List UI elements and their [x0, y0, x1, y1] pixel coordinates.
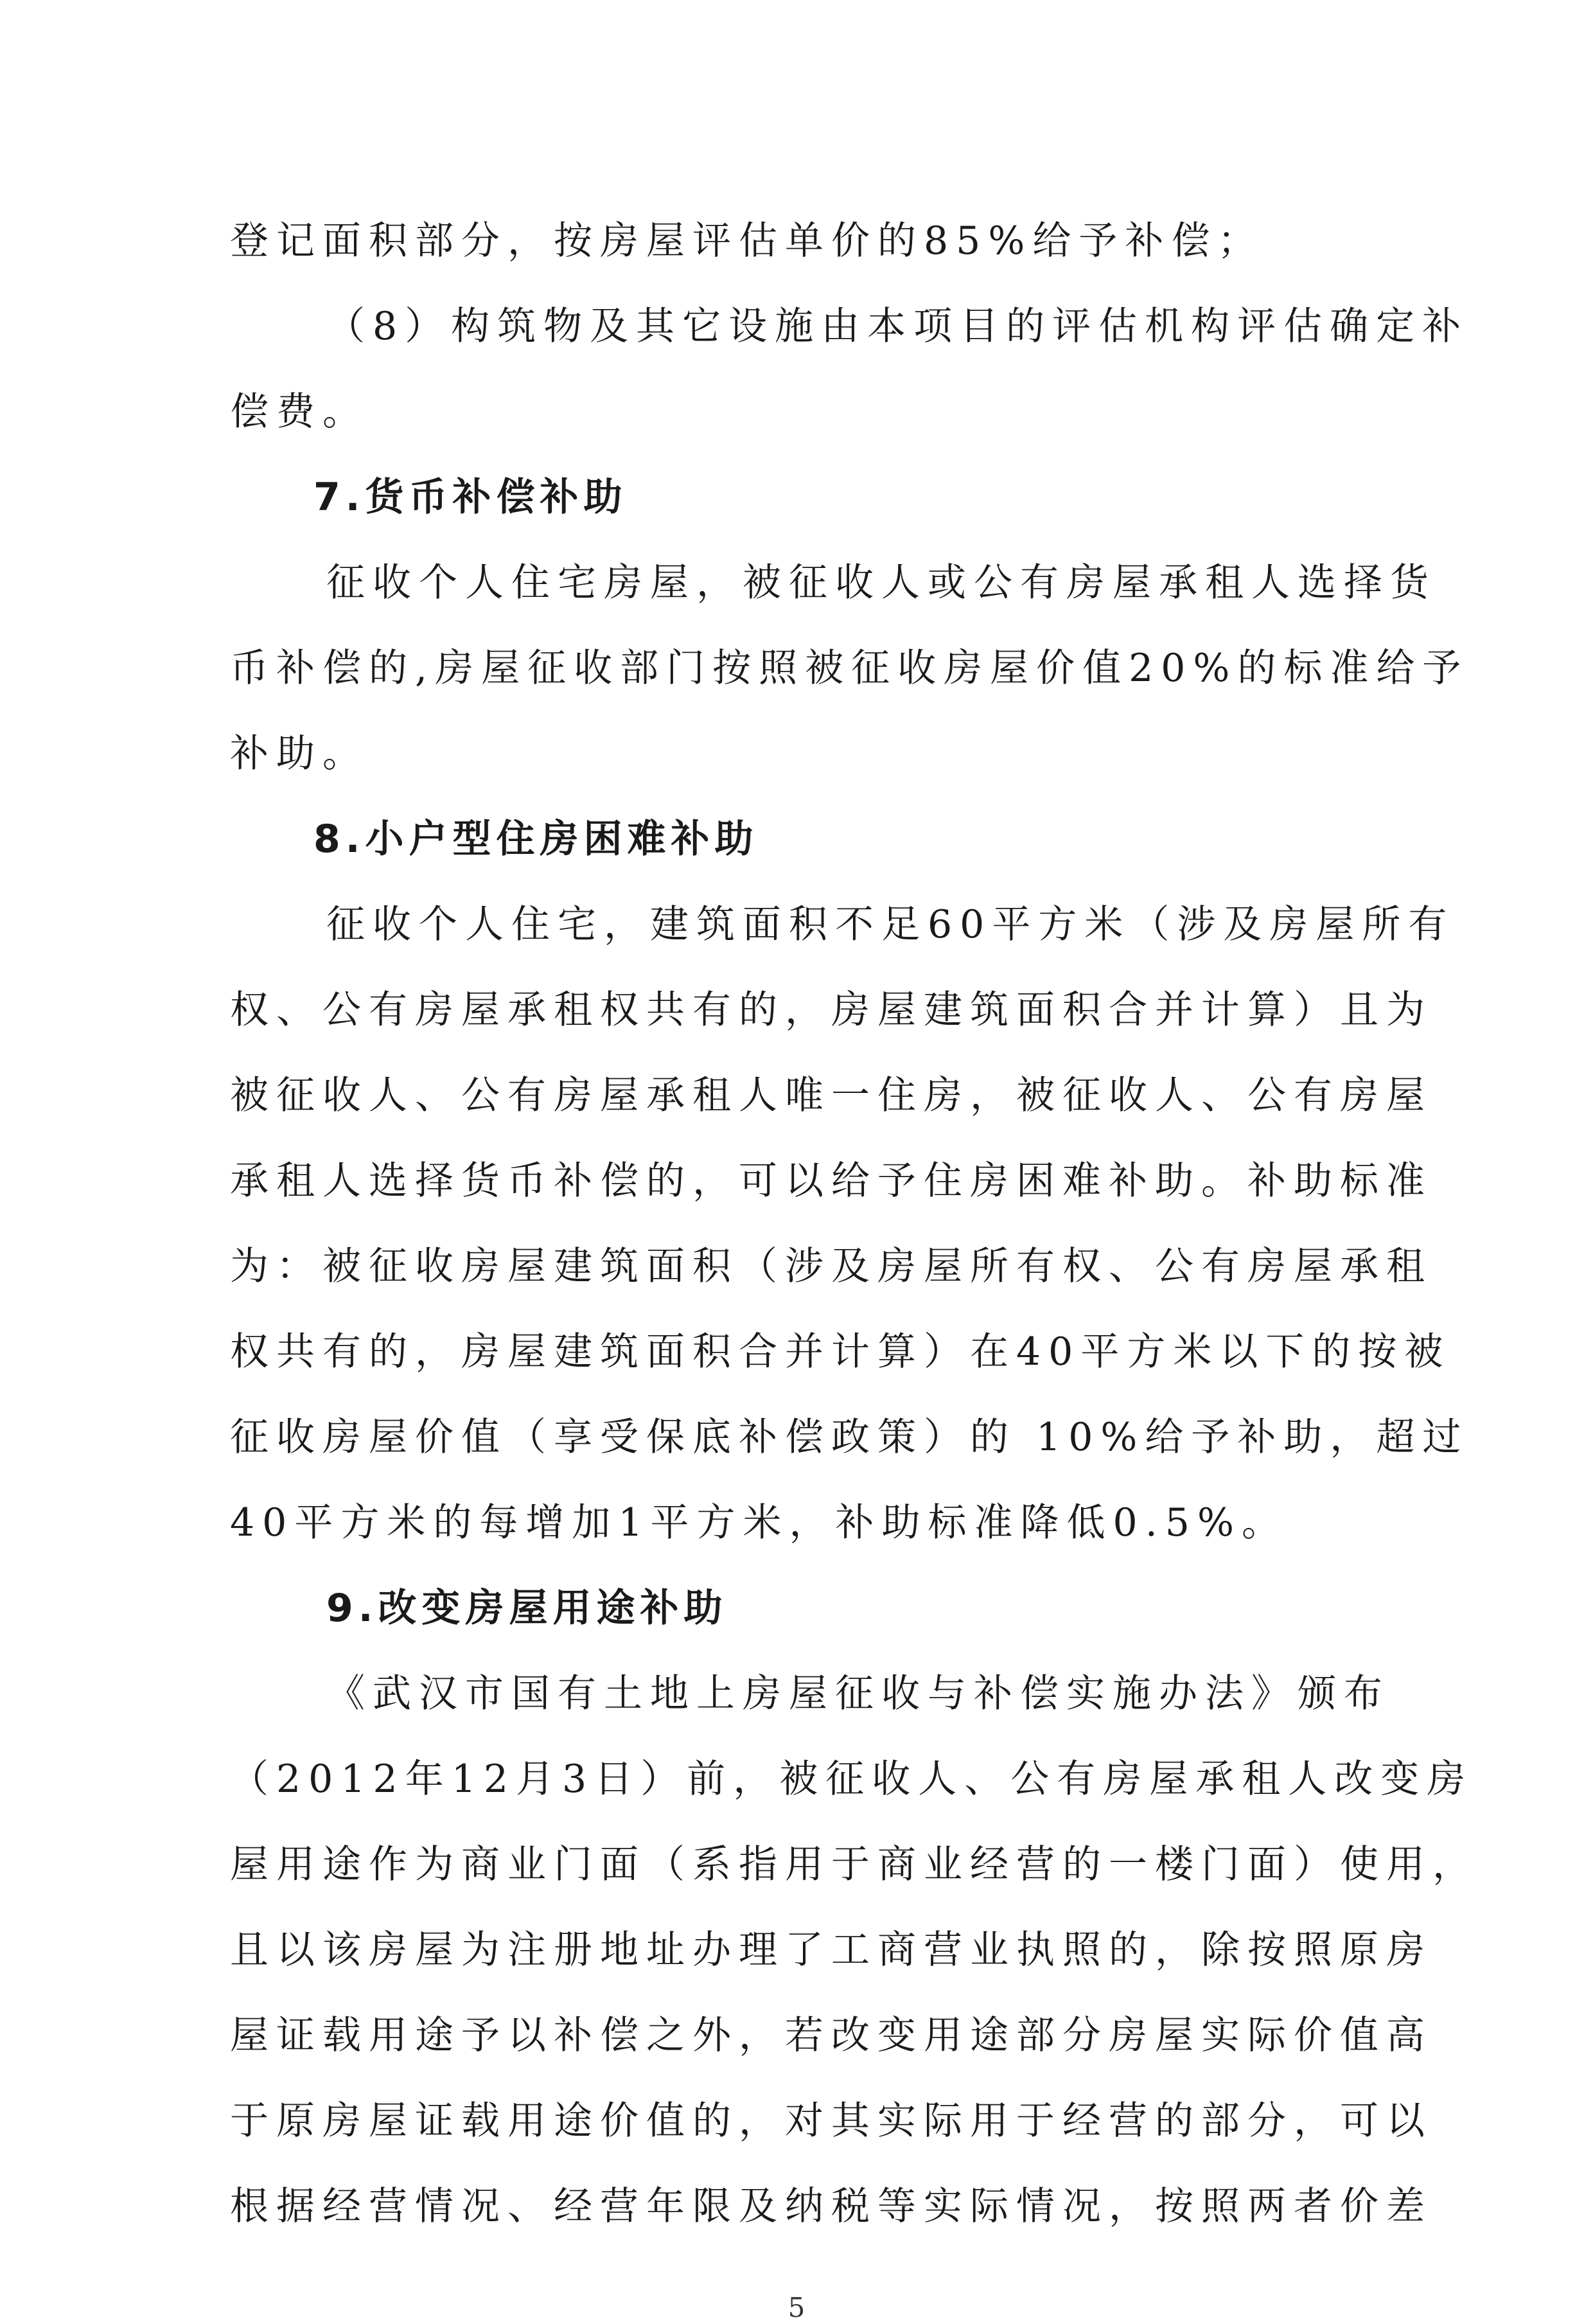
body-text-line: 《武汉市国有土地上房屋征收与补偿实施办法》颁布	[326, 1671, 1390, 1716]
body-text-line: 为：被征收房屋建筑面积（涉及房屋所有权、公有房屋承租	[230, 1244, 1432, 1289]
body-text-line: 且以该房屋为注册地址办理了工商营业执照的，除按照原房	[230, 1928, 1432, 1973]
body-text-line: 于原房屋证载用途价值的，对其实际用于经营的部分，可以	[230, 2098, 1432, 2143]
body-text-line: 被征收人、公有房屋承租人唯一住房，被征收人、公有房屋	[230, 1073, 1432, 1118]
page-number: 5	[788, 2292, 805, 2323]
body-text-line: 权、公有房屋承租权共有的，房屋建筑面积合并计算）且为	[230, 988, 1432, 1033]
body-text-line: 补助。	[230, 731, 369, 776]
body-text-line: （8）构筑物及其它设施由本项目的评估机构评估确定补	[326, 304, 1469, 349]
section-heading-7: 7.货币补偿补助	[313, 475, 628, 520]
body-text-line: 偿费。	[230, 389, 369, 434]
body-text-line: 登记面积部分，按房屋评估单价的85%给予补偿；	[230, 218, 1264, 263]
body-text-line: 权共有的，房屋建筑面积合并计算）在40平方米以下的按被	[230, 1329, 1451, 1374]
body-text-line: 40平方米的每增加1平方米，补助标准降低0.5%。	[230, 1500, 1288, 1545]
body-text-line: 屋用途作为商业门面（系指用于商业经营的一楼门面）使用，	[230, 1842, 1479, 1887]
body-text-line: 承租人选择货币补偿的，可以给予住房困难补助。补助标准	[230, 1158, 1432, 1203]
body-text-line: 币补偿的,房屋征收部门按照被征收房屋价值20%的标准给予	[230, 646, 1469, 691]
body-text-line: 屋证载用途予以补偿之外，若改变用途部分房屋实际价值高	[230, 2013, 1432, 2058]
body-text-line: （2012年12月3日）前，被征收人、公有房屋承租人改变房	[230, 1757, 1474, 1802]
body-text-line: 征收个人住宅，建筑面积不足60平方米（涉及房屋所有	[326, 902, 1455, 947]
section-heading-8: 8.小户型住房困难补助	[313, 817, 759, 862]
body-text-line: 征收房屋价值（享受保底补偿政策）的 10%给予补助，超过	[230, 1415, 1469, 1460]
body-text-line: 征收个人住宅房屋，被征收人或公有房屋承租人选择货	[326, 560, 1436, 605]
section-heading-9: 9.改变房屋用途补助	[326, 1586, 728, 1631]
body-text-line: 根据经营情况、经营年限及纳税等实际情况，按照两者价差	[230, 2184, 1432, 2229]
